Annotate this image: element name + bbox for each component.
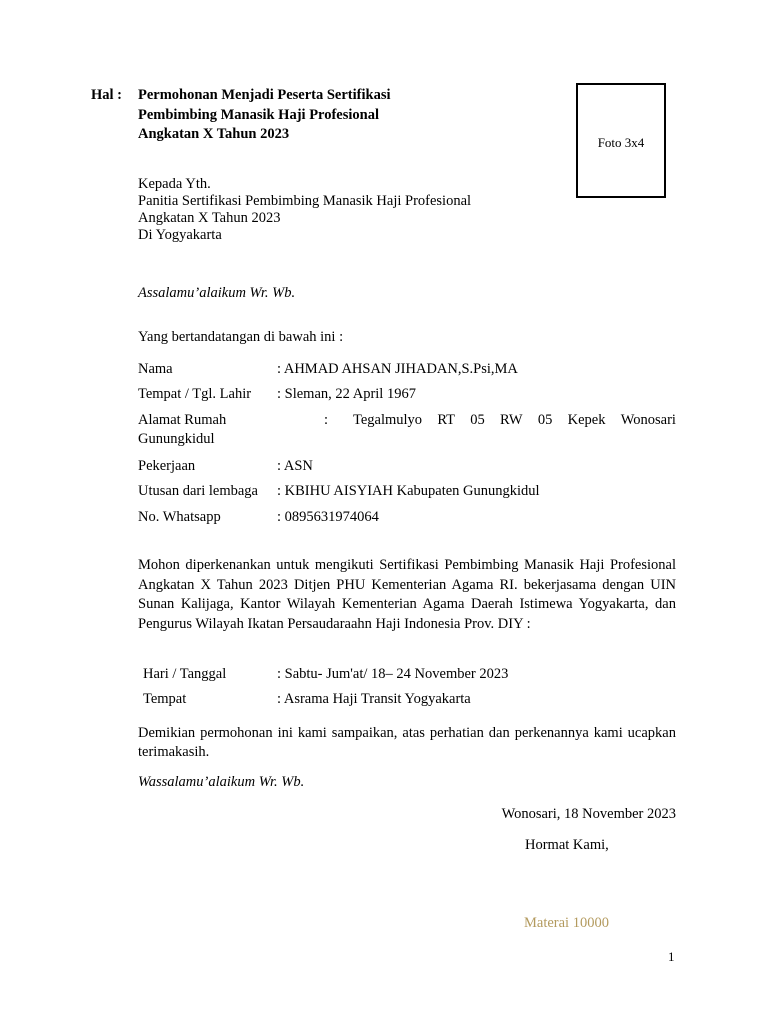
recipient-line-3: Angkatan X Tahun 2023 — [138, 210, 281, 226]
address-word: Kepek — [567, 412, 606, 428]
photo-label: Foto 3x4 — [597, 135, 645, 150]
birth-label: Tempat / Tgl. Lahir — [138, 386, 252, 402]
event-date-value: : Sabtu- Jum'at/ 18– 24 November 2023 — [277, 666, 509, 682]
greeting: Assalamu’alaikum Wr. Wb. — [138, 285, 296, 301]
event-place-label: Tempat — [143, 691, 187, 707]
address-word: Wonosari — [620, 412, 676, 428]
regards: Hormat Kami, — [525, 837, 609, 853]
recipient-line-1: Kepada Yth. — [138, 176, 211, 192]
org-label: Utusan dari lembaga — [138, 483, 258, 499]
subject-line-1: Permohonan Menjadi Peserta Sertifikasi — [138, 87, 391, 103]
address-word: RT — [437, 412, 455, 428]
address-word: 05 — [537, 412, 553, 428]
subject-line-2: Pembimbing Manasik Haji Profesional — [138, 107, 380, 123]
request-paragraph: Mohon diperkenankan untuk mengikuti Sertifikasi Pembimbing Manasik Haji Profesional Angkatan X Tahun 2023 Ditjen PHU Kementerian Agama RI. bekerjasama dengan UIN Sunan Kalijaga, Kantor Wilayah Kementerian Agama Daerah Istimewa Yogyakarta, dan Pengurus Wilayah Ikatan Persaudaraahn Haji Indonesia Prov. DIY : — [138, 557, 676, 632]
intro-text: Yang bertandatangan di bawah ini : — [138, 329, 344, 345]
subject-label: Hal : — [91, 87, 123, 103]
closing-paragraph: Demikian permohonan ini kami sampaikan, atas perhatian dan perkenannya kami ucapkan terimakasih. — [138, 725, 676, 760]
place-date: Wonosari, 18 November 2023 — [501, 806, 676, 822]
address-word: 05 — [470, 412, 485, 428]
job-value: : ASN — [277, 458, 313, 474]
subject-line-3: Angkatan X Tahun 2023 — [138, 126, 290, 142]
whatsapp-label: No. Whatsapp — [138, 509, 221, 525]
address-line-2: Gunungkidul — [138, 431, 215, 447]
address-word: RW — [500, 412, 523, 428]
farewell: Wassalamu’alaikum Wr. Wb. — [138, 774, 305, 790]
recipient-line-4: Di Yogyakarta — [138, 227, 222, 243]
birth-value: : Sleman, 22 April 1967 — [277, 386, 416, 402]
recipient-line-2: Panitia Sertifikasi Pembimbing Manasik Haji Profesional — [138, 193, 472, 209]
name-label: Nama — [138, 361, 173, 377]
photo-placeholder-box — [576, 83, 666, 198]
address-value — [353, 411, 676, 429]
name-value: : AHMAD AHSAN JIHADAN,S.Psi,MA — [277, 361, 518, 377]
job-label: Pekerjaan — [138, 458, 196, 474]
address-label: Alamat Rumah — [138, 412, 227, 428]
page-number: 1 — [668, 949, 675, 964]
event-place-value: : Asrama Haji Transit Yogyakarta — [277, 691, 471, 707]
org-value: : KBIHU AISYIAH Kabupaten Gunungkidul — [277, 483, 540, 499]
event-date-label: Hari / Tanggal — [143, 666, 227, 682]
address-word: Tegalmulyo — [353, 412, 423, 428]
materai-stamp-note: Materai 10000 — [524, 915, 609, 931]
whatsapp-value: : 0895631974064 — [277, 509, 379, 525]
address-colon: : — [324, 412, 329, 428]
